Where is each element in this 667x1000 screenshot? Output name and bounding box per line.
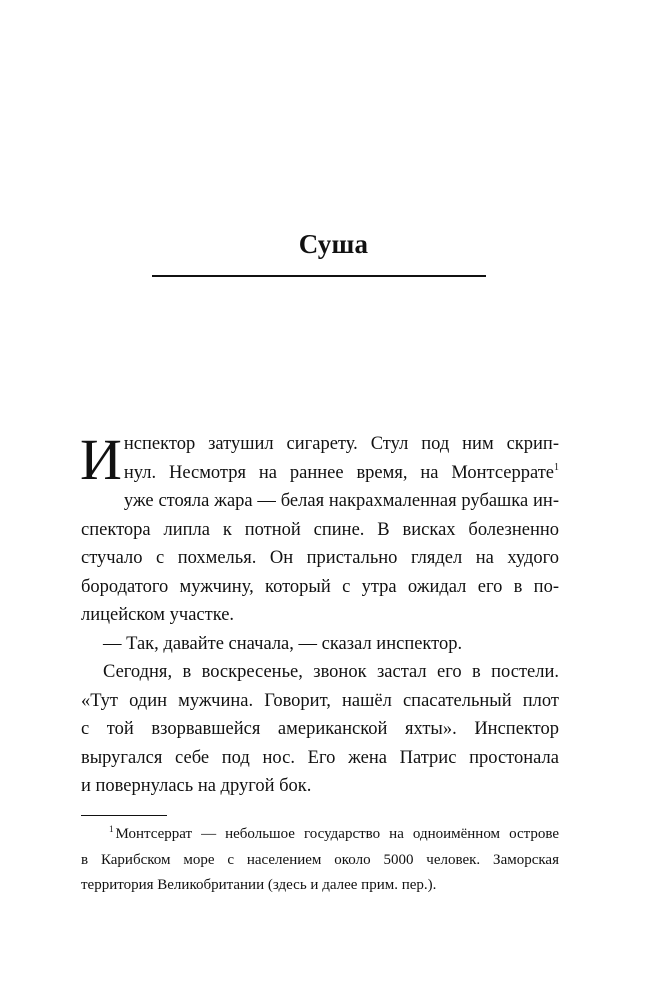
drop-cap: И [80,427,122,492]
text-line-content: нул. Несмотря на раннее время, на Монтсеррате [123,462,554,483]
footnote-line-content: Монтсеррат — небольшое государство на одноимённом острове [115,826,559,842]
footnote-line: территория Великобритании (здесь и далее прим. пер.). [81,877,437,893]
body-text [80,427,559,801]
footnote-reference[interactable]: 1 [554,461,559,473]
footnote-mark: 1 [109,824,114,834]
paragraph-3 [81,658,559,801]
text-line: стучало с похмелья. Он пристально глядел на худого [81,548,559,568]
title-underline [152,275,486,277]
text-line [81,459,559,488]
footnote-line [81,822,559,848]
chapter-title: Суша [298,229,369,259]
text-line: лицейском участке. [81,605,235,625]
text-line: «Тут один мужчина. Говорит, нашёл спасательный плот [81,690,559,711]
text-line: бородатого мужчину, который с утра ожидал его в по- [81,576,559,597]
paragraph-2 [81,630,559,659]
footnote [81,822,559,899]
text-line: и повернулась на другой бок. [81,776,312,796]
text-line: уже стояла жара — белая накрахмаленная рубашка ин- [123,491,559,511]
text-line: с той взорвавшейся американской яхты». Инспектор [81,719,559,739]
footnote-line: в Карибском море с населением около 5000 человек. Заморская [81,851,559,868]
footnote-separator [81,815,167,816]
dialogue-line: — Так, давайте сначала, — сказал инспектор. [103,633,463,654]
text-line: Сегодня, в воскресенье, звонок застал его в постели. [103,662,559,682]
text-line: выругался себе под нос. Его жена Патрис простонала [81,747,559,768]
paragraph-1 [80,427,559,630]
text-line: спектора липла к потной спине. В висках болезненно [81,519,559,540]
text-line: нспектор затушил сигарету. Стул под ним скрип- [123,434,559,454]
